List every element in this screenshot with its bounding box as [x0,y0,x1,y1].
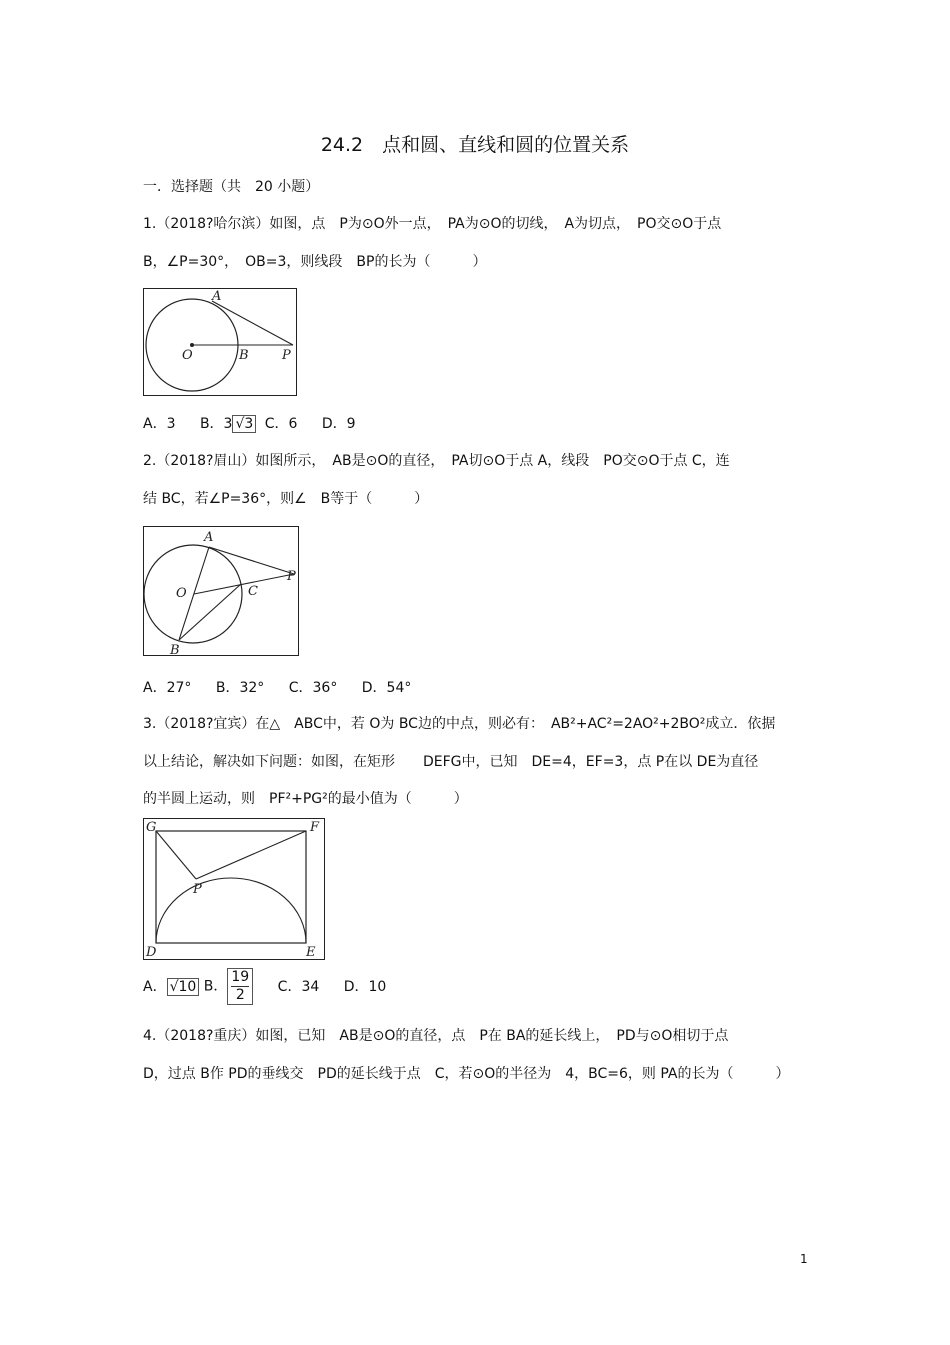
q1-line1: 1.（2018?哈尔滨）如图，点 P为⊙O外一点， PA为⊙O的切线， A为切点， PO交⊙O于点 [143,216,722,232]
q2-label-a: A [204,530,214,545]
q1-option-d[interactable]: D．9 [321,416,356,432]
q3-option-b-fraction: $\frac{19}{2}$ [227,968,253,1005]
q2-figure [143,526,299,656]
q2-line2: 结 BC，若∠P=36°，则∠ B等于（ ） [143,491,429,507]
q1-label-a: A [212,289,222,304]
q3-label-p: P [193,882,202,897]
q3-option-c[interactable]: C．34 [277,978,320,995]
q3-line3: 的半圆上运动，则 PF²+PG²的最小值为（ ） [143,791,468,807]
q3-option-a-root: √10 [167,978,200,996]
q3-line2: 以上结论，解决如下问题：如图，在矩形 DEFG中，已知 DE=4，EF=3，点 P在以 DE为直径 [143,754,759,770]
q1-option-c[interactable]: C．6 [264,416,298,432]
q3-option-d[interactable]: D．10 [343,978,387,995]
q2-label-c: C [248,584,258,599]
q3-label-e: E [306,945,316,959]
q1-tangent-pa [212,301,293,345]
q2-option-b[interactable]: B．32° [215,680,265,696]
q1-label-p: P [282,348,291,363]
q1-option-b[interactable]: B．3 √3 [200,413,256,433]
q1-label-b: B [239,348,249,363]
q2-label-o: O [176,586,187,601]
q2-tangent-pa [209,547,294,574]
q3-option-a[interactable]: A． √10 [143,976,199,996]
q3-label-g: G [146,820,157,835]
q3-segment-pg [156,831,196,879]
q1-label-o: O [182,348,193,363]
q4-line1: 4.（2018?重庆）如图，已知 AB是⊙O的直径，点 P在 BA的延长线上， PD与⊙O相切于点 [143,1028,729,1044]
q2-option-c[interactable]: C．36° [288,680,338,696]
q3-option-b[interactable]: B． $\frac{19}{2}$ [204,968,253,1005]
page-title: 24.2 点和圆、直线和圆的位置关系 [320,134,630,156]
q2-segment-op [194,574,294,594]
q3-label-d: D [146,945,157,959]
q2-option-d[interactable]: D．54° [361,680,412,696]
section-heading: 一．选择题（共 20 小题） [143,179,320,195]
q3-figure [143,818,325,960]
q2-options [143,677,431,697]
q1-option-a[interactable]: A．3 [143,416,176,432]
q3-line1: 3.（2018?宜宾）在△ ABC中，若 O为 BC边的中点，则必有： AB²+AC²=2AO²+2BO²成立．依据 [143,716,776,732]
q3-semicircle [156,878,306,943]
q1-line2: B，∠P=30°， OB=3，则线段 BP的长为（ ） [143,254,487,270]
q2-label-b: B [170,643,180,655]
q3-label-f: F [310,820,320,835]
q2-circle [144,545,242,643]
q1-figure [143,288,297,396]
q1-options [143,413,376,433]
q3-options [143,968,406,1005]
q2-option-a[interactable]: A．27° [143,680,192,696]
q1-option-b-root: √3 [232,415,256,433]
q2-label-p: P [287,569,296,584]
page-number: 1 [800,1252,808,1266]
q3-segment-pf [196,831,306,879]
q4-line2: D，过点 B作 PD的垂线交 PD的延长线于点 C，若⊙O的半径为 4，BC=6，则 PA的长为（ ） [143,1066,790,1082]
q2-line1: 2.（2018?眉山）如图所示， AB是⊙O的直径， PA切⊙O于点 A，线段 PO交⊙O于点 C，连 [143,453,730,469]
q3-rectangle [156,831,306,943]
